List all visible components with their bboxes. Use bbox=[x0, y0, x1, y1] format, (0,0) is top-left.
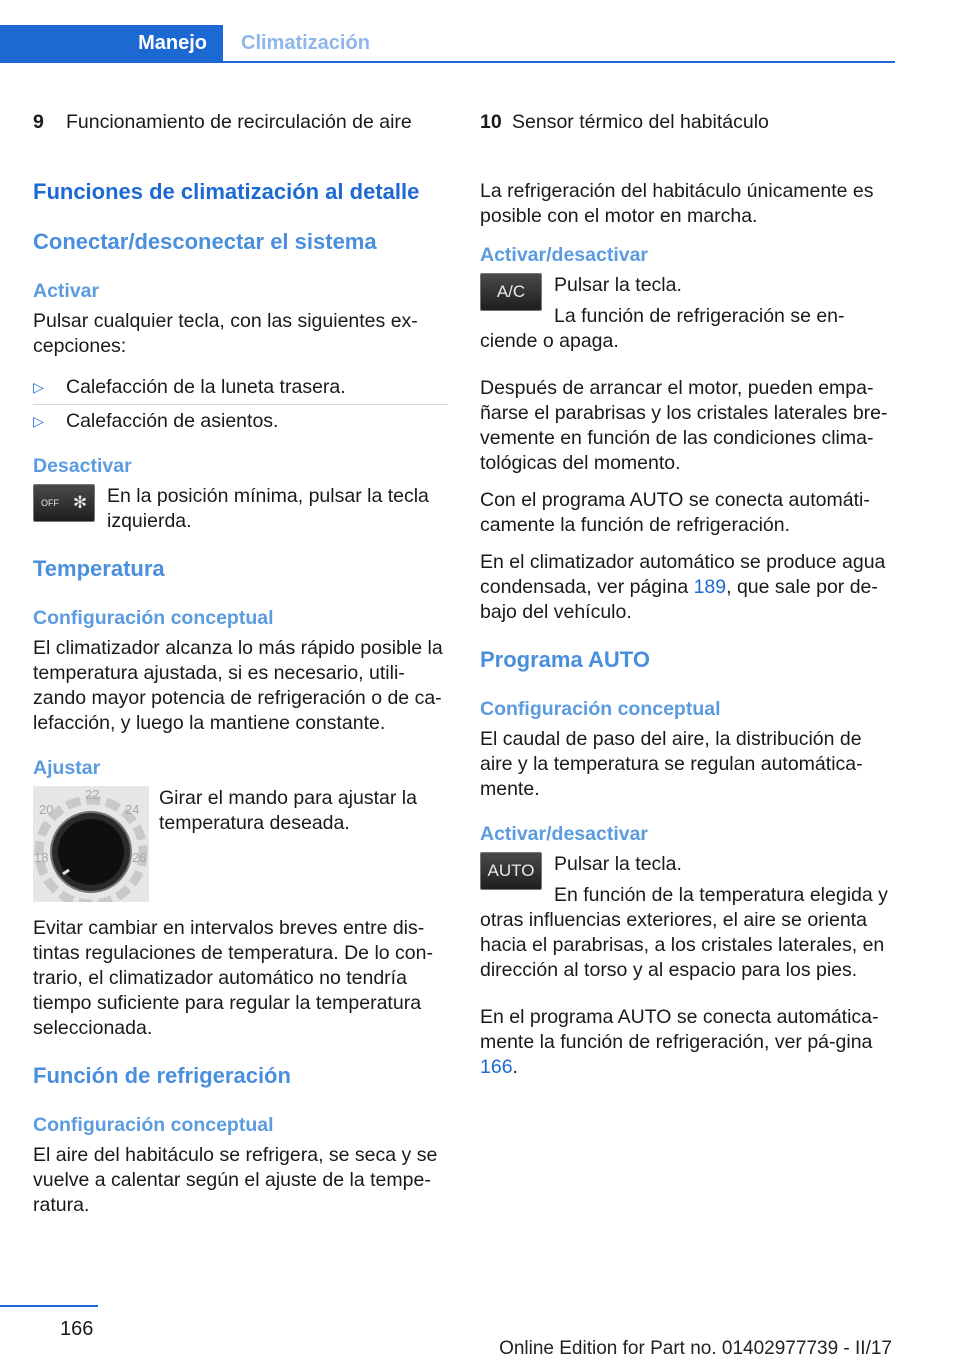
heading-config-1: Configuración conceptual bbox=[33, 607, 274, 629]
paragraph-agua: En el climatizador automático se produce agua condensada, ver página 189, que sale por de-bajo del vehículo. bbox=[480, 551, 886, 623]
paragraph-auto-key-1: Pulsar la tecla. bbox=[554, 853, 682, 875]
paragraph-config-1: El climatizador alcanza lo más rápido posible la temperatura ajustada, si es necesario, utili-zando mayor potencia de refrigeración o de ca-lefacción, y luego la mantiene constante. bbox=[33, 637, 443, 734]
legend-number: 9 bbox=[33, 111, 44, 133]
paragraph-config-3: El caudal de paso del aire, la distribución de aire y la temperatura se regulan automática-mente. bbox=[480, 728, 863, 800]
page-number-rule bbox=[0, 1305, 98, 1307]
list-item: ▷ Calefacción de la luneta trasera. bbox=[33, 376, 346, 398]
right-column bbox=[480, 110, 895, 1092]
paragraph-ac-2: La función de refrigeración se en-ciende o apaga. bbox=[480, 305, 845, 352]
knob-label: 24 bbox=[125, 802, 140, 817]
page-link-189[interactable]: 189 bbox=[693, 576, 727, 598]
tab-climatizacion[interactable]: Climatización bbox=[241, 32, 370, 54]
paragraph-ajustar: Girar el mando para ajustar la temperatura deseada. bbox=[159, 787, 417, 834]
heading-activar-desactivar-2: Activar/desactivar bbox=[480, 823, 649, 845]
legend-number: 10 bbox=[480, 111, 502, 133]
paragraph-despues: Después de arrancar el motor, pueden empa-ñarse el parabrisas y los cristales laterales bre-vemente en función de las condiciones clima-tológicas del momento. bbox=[480, 377, 888, 474]
tab-manejo[interactable]: Manejo bbox=[0, 25, 223, 61]
legend-text: Sensor térmico del habitáculo bbox=[512, 111, 769, 133]
heading-activar-desactivar-1: Activar/desactivar bbox=[480, 244, 649, 266]
legend-item-10 bbox=[480, 110, 895, 135]
knob-label: 26 bbox=[132, 850, 147, 865]
heading-ajustar: Ajustar bbox=[33, 757, 101, 779]
ac-key-icon: A/C bbox=[480, 273, 542, 311]
legend-text: Funcionamiento de recirculación de aire bbox=[66, 111, 412, 133]
ajustar-block bbox=[33, 786, 448, 910]
triangle-bullet-icon: ▷ bbox=[33, 379, 44, 395]
fan-icon: ✻ bbox=[72, 493, 88, 512]
paragraph-auto-key-2: En función de la temperatura elegida y otras influencias exteriores, el aire se orienta hacia el parabrisas, a los cristales laterales, en dirección al torso y al espacio para los pies. bbox=[480, 884, 888, 981]
heading-config-2: Configuración conceptual bbox=[33, 1114, 274, 1136]
paragraph-ac-1: Pulsar la tecla. bbox=[554, 274, 682, 296]
temperature-knob-image bbox=[33, 786, 149, 902]
header-tabbar bbox=[0, 25, 895, 63]
page-link-166[interactable]: 166 bbox=[480, 1056, 513, 1078]
paragraph-evitar: Evitar cambiar en intervalos breves entre dis-tintas regulaciones de temperatura. De lo con-trario, el climatizador automático no tendría tiempo suficiente para regular la temperatura seleccionada. bbox=[33, 917, 433, 1039]
legend-item-9 bbox=[33, 110, 448, 135]
knob-icon bbox=[33, 786, 149, 902]
paragraph-auto-refrigeracion: Con el programa AUTO se conecta automáti-camente la función de refrigeración. bbox=[480, 489, 870, 536]
knob-label: 20 bbox=[39, 802, 54, 817]
knob-label: 22 bbox=[85, 787, 100, 802]
paragraph-auto-refri: En el programa AUTO se conecta automática-mente la función de refrigeración, ver pá-gina 166. bbox=[480, 1006, 879, 1078]
heading-desactivar: Desactivar bbox=[33, 455, 132, 477]
fan-off-key bbox=[33, 484, 95, 522]
heading-temperatura: Temperatura bbox=[33, 556, 165, 581]
off-label: OFF bbox=[40, 498, 59, 508]
exceptions-list bbox=[33, 371, 448, 438]
paragraph-config-2: El aire del habitáculo se refrigera, se seca y se vuelve a calentar según el ajuste de la tempe-ratura. bbox=[33, 1144, 438, 1216]
page-number: 166 bbox=[60, 1318, 94, 1340]
heading-funciones: Funciones de climatización al detalle bbox=[33, 179, 420, 204]
paragraph-refrigeracion: La refrigeración del habitáculo únicamente es posible con el motor en marcha. bbox=[480, 180, 874, 227]
triangle-bullet-icon: ▷ bbox=[33, 413, 44, 429]
heading-programa-auto: Programa AUTO bbox=[480, 647, 650, 672]
paragraph-desactivar: En la posición mínima, pulsar la tecla izquierda. bbox=[107, 485, 429, 532]
list-item: ▷ Calefacción de asientos. bbox=[33, 404, 448, 438]
left-column bbox=[33, 110, 448, 1230]
heading-config-3: Configuración conceptual bbox=[480, 698, 721, 720]
ac-block bbox=[480, 273, 895, 366]
auto-block bbox=[480, 852, 895, 995]
knob-label: 18 bbox=[34, 850, 49, 865]
heading-activar: Activar bbox=[33, 280, 100, 302]
paragraph-activar: Pulsar cualquier tecla, con las siguientes ex-cepciones: bbox=[33, 310, 418, 357]
heading-conectar: Conectar/desconectar el sistema bbox=[33, 229, 377, 254]
desactivar-row bbox=[33, 484, 448, 534]
footer-edition: Online Edition for Part no. 01402977739 - II/17 bbox=[499, 1338, 892, 1359]
auto-key-icon: AUTO bbox=[480, 852, 542, 890]
heading-refrigeracion: Función de refrigeración bbox=[33, 1063, 291, 1088]
